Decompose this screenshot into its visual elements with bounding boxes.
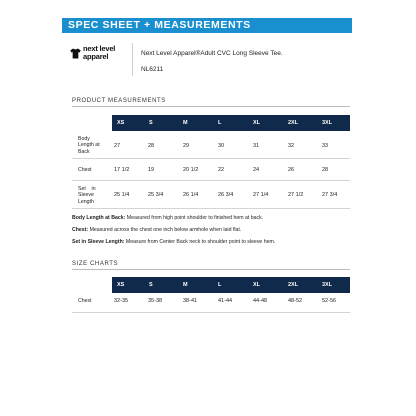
table-cell: 28 [148,143,155,149]
table-cell: 25 3/4 [148,192,164,198]
product-description: Adult CVC Long Sleeve Tee. [200,50,283,57]
spec-sheet-banner: SPEC SHEET + MEASUREMENTS [62,18,352,33]
definition-sleeve-length: Set in Sleeve Length: Measure from Center Back neck to shoulder point to sleeve hem. [72,239,276,245]
table-cell: 52-56 [322,298,337,304]
size-chart-table-header [112,277,350,293]
size-header-xl: XL [253,282,261,288]
table-cell: 33 [322,143,329,149]
size-header-l: L [218,282,222,288]
size-header-xs: XS [117,120,125,126]
table-cell: 30 [218,143,225,149]
table-cell: 25 1/4 [114,192,130,198]
size-header-xs: XS [117,282,125,288]
measurements-table-header [112,115,350,131]
size-header-xl: XL [253,120,261,126]
size-header-s: S [149,120,153,126]
table-cell: 38-41 [183,298,198,304]
row-label-sleeve-length: Set in Sleeve Length [78,186,96,205]
row-divider [72,312,350,313]
row-label-chest-range: Chest [78,298,92,304]
product-sku: NL6211 [141,66,164,73]
row-divider [72,208,350,209]
table-cell: 20 1/2 [183,167,199,173]
product-brand-name: Next Level Apparel® [141,50,201,57]
header-divider [132,43,133,76]
table-cell: 26 3/4 [218,192,234,198]
table-cell: 44-48 [253,298,268,304]
table-cell: 17 1/2 [114,167,130,173]
table-cell: 19 [148,167,155,173]
size-header-m: M [183,120,188,126]
row-divider [72,180,350,181]
row-label-body-length: Body Length at Back [78,136,100,155]
row-label-chest: Chest [78,167,92,173]
section-divider [72,106,350,107]
table-cell: 31 [253,143,260,149]
size-header-3xl: 3XL [322,120,333,126]
table-cell: 28 [322,167,329,173]
table-cell: 27 3/4 [322,192,338,198]
size-header-2xl: 2XL [288,120,299,126]
table-cell: 27 1/4 [253,192,269,198]
size-charts-title: SIZE CHARTS [72,261,119,267]
size-header-2xl: 2XL [288,282,299,288]
definition-chest: Chest: Measured across the chest one inch below armhole when laid flat. [72,227,242,233]
size-header-s: S [149,282,153,288]
product-measurements-title: PRODUCT MEASUREMENTS [72,98,166,104]
table-cell: 24 [253,167,260,173]
tshirt-icon [70,48,81,59]
row-divider [72,158,350,159]
product-title [141,50,283,57]
table-cell: 22 [218,167,225,173]
size-header-3xl: 3XL [322,282,333,288]
brand-logo [70,44,125,68]
table-cell: 41-44 [218,298,233,304]
table-cell: 29 [183,143,190,149]
section-divider [72,269,350,270]
table-cell: 26 1/4 [183,192,199,198]
logo-line-2: apparel [83,51,109,61]
definition-body-length: Body Length at Back: Measured from high point shoulder to finished hem at back. [72,215,264,221]
table-cell: 27 [114,143,121,149]
logo-line-1: next level [83,44,116,53]
table-cell: 48-52 [288,298,303,304]
table-cell: 26 [288,167,295,173]
table-cell: 32-35 [114,298,129,304]
size-header-l: L [218,120,222,126]
table-cell: 27 1/2 [288,192,304,198]
size-header-m: M [183,282,188,288]
table-cell: 35-38 [148,298,163,304]
table-cell: 32 [288,143,295,149]
